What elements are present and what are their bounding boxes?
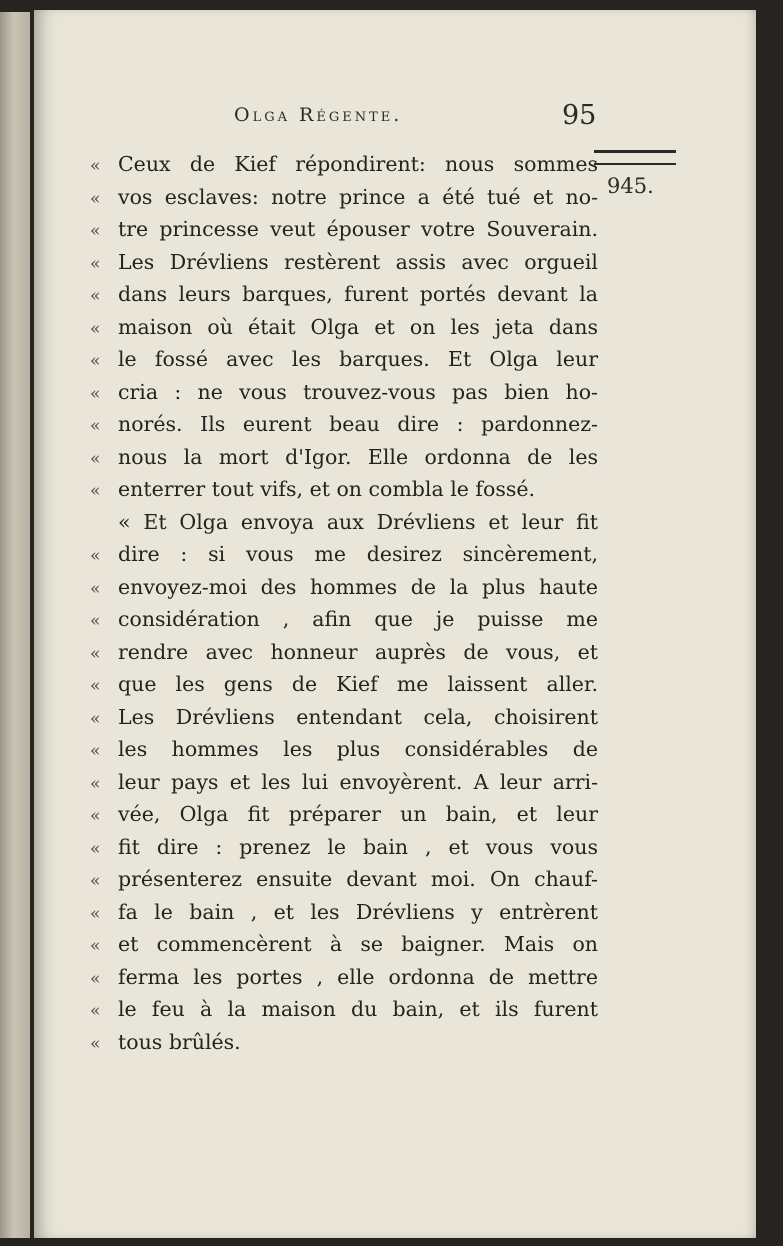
text-line: [90, 412, 598, 445]
text-line: [90, 185, 598, 218]
line-quote-mark: «: [90, 676, 101, 696]
line-text: vée, Olga fit préparer un bain, et leur: [118, 802, 598, 826]
line-quote-mark: «: [90, 416, 101, 436]
text-line: [90, 965, 598, 998]
line-quote-mark: «: [90, 838, 101, 859]
line-quote-mark: «: [90, 383, 101, 404]
line-text: tous brûlés.: [118, 1029, 241, 1054]
text-line: [90, 152, 598, 185]
line-text: fa le bain , et les Drévliens y entrèrent: [118, 899, 598, 924]
line-quote-mark: «: [90, 806, 101, 826]
line-text: et commencèrent à se baigner. Mais on: [118, 932, 598, 956]
line-text: ferma les portes , elle ordonna de mettre: [118, 964, 598, 989]
text-line: [90, 607, 598, 640]
line-text: présenterez ensuite devant moi. On chauf-: [118, 867, 598, 891]
text-line: [90, 932, 598, 965]
line-quote-mark: «: [90, 1033, 101, 1054]
text-line: [90, 640, 598, 673]
line-text: leur pays et les lui envoyèrent. A leur arri-: [118, 769, 598, 794]
line-text: tre princesse veut épouser votre Souverain.: [118, 217, 598, 241]
text-line: [90, 770, 598, 803]
text-line: [90, 282, 598, 315]
line-quote-mark: «: [90, 871, 101, 891]
line-quote-mark: «: [90, 253, 101, 274]
page-header: [34, 100, 756, 140]
left-page-edge: [0, 12, 30, 1238]
line-quote-mark: «: [90, 773, 101, 794]
line-text: maison où était Olga et on les jeta dans: [118, 314, 598, 339]
line-quote-mark: «: [90, 481, 101, 501]
text-line: [90, 705, 598, 738]
line-quote-mark: «: [90, 318, 101, 339]
page-number: 95: [562, 100, 597, 131]
text-line: [90, 542, 598, 575]
text-line: [90, 802, 598, 835]
line-quote-mark: «: [90, 968, 101, 989]
line-quote-mark: «: [90, 903, 101, 924]
text-line: [90, 997, 598, 1030]
text-line: [90, 347, 598, 380]
text-line: [90, 217, 598, 250]
line-text: rendre avec honneur auprès de vous, et: [118, 639, 598, 664]
line-quote-mark: «: [90, 286, 101, 306]
line-quote-mark: «: [90, 351, 101, 371]
line-quote-mark: «: [90, 611, 101, 631]
running-title: Olga Régente.: [234, 104, 403, 126]
line-quote-mark: «: [90, 156, 101, 176]
line-text: nous la mort d'Igor. Elle ordonna de les: [118, 444, 598, 469]
text-line: [90, 380, 598, 413]
margin-rule: [594, 150, 676, 165]
text-line: [90, 737, 598, 770]
line-quote-mark: «: [90, 741, 101, 761]
text-line: [90, 900, 598, 933]
line-quote-mark: «: [90, 448, 101, 469]
line-text: norés. Ils eurent beau dire : pardonnez-: [118, 412, 598, 436]
line-text: Ceux de Kief répondirent: nous sommes: [118, 152, 598, 176]
text-line: [90, 672, 598, 705]
line-quote-mark: «: [90, 578, 101, 599]
line-text: que les gens de Kief me laissent aller.: [118, 672, 598, 696]
text-line: [90, 445, 598, 478]
line-text: enterrer tout vifs, et on combla le fossé.: [118, 477, 536, 501]
text-line: [90, 575, 598, 608]
line-text: Les Drévliens restèrent assis avec orgueil: [118, 249, 598, 274]
line-quote-mark: «: [90, 546, 101, 566]
paragraph-start-line: [90, 510, 598, 543]
line-text: cria : ne vous trouvez-vous pas bien ho-: [118, 379, 598, 404]
line-quote-mark: «: [90, 708, 101, 729]
line-text: vos esclaves: notre prince a été tué et no-: [118, 184, 598, 209]
book-page: [34, 10, 756, 1238]
line-text: envoyez-moi des hommes de la plus haute: [118, 574, 598, 599]
line-quote-mark: «: [90, 1001, 101, 1021]
line-quote-mark: «: [90, 936, 101, 956]
line-text: le feu à la maison du bain, et ils furent: [118, 997, 598, 1021]
line-quote-mark: «: [90, 221, 101, 241]
text-line: [90, 867, 598, 900]
line-text: fit dire : prenez le bain , et vous vous: [118, 834, 598, 859]
line-quote-mark: «: [90, 188, 101, 209]
line-text: les hommes les plus considérables de: [118, 737, 598, 761]
text-line: [90, 250, 598, 283]
line-text: le fossé avec les barques. Et Olga leur: [118, 347, 598, 371]
line-text: « Et Olga envoya aux Drévliens et leur fit: [118, 509, 598, 534]
text-line: [90, 835, 598, 868]
line-text: dans leurs barques, furent portés devant la: [118, 282, 598, 306]
margin-year: 945.: [607, 174, 654, 198]
line-text: Les Drévliens entendant cela, choisirent: [118, 704, 598, 729]
line-text: dire : si vous me desirez sincèrement,: [118, 542, 598, 566]
text-line: [90, 477, 598, 510]
text-line: [90, 1030, 598, 1063]
body-text: [90, 152, 598, 1062]
text-line: [90, 315, 598, 348]
line-text: considération , afin que je puisse me: [118, 607, 598, 631]
line-quote-mark: «: [90, 643, 101, 664]
